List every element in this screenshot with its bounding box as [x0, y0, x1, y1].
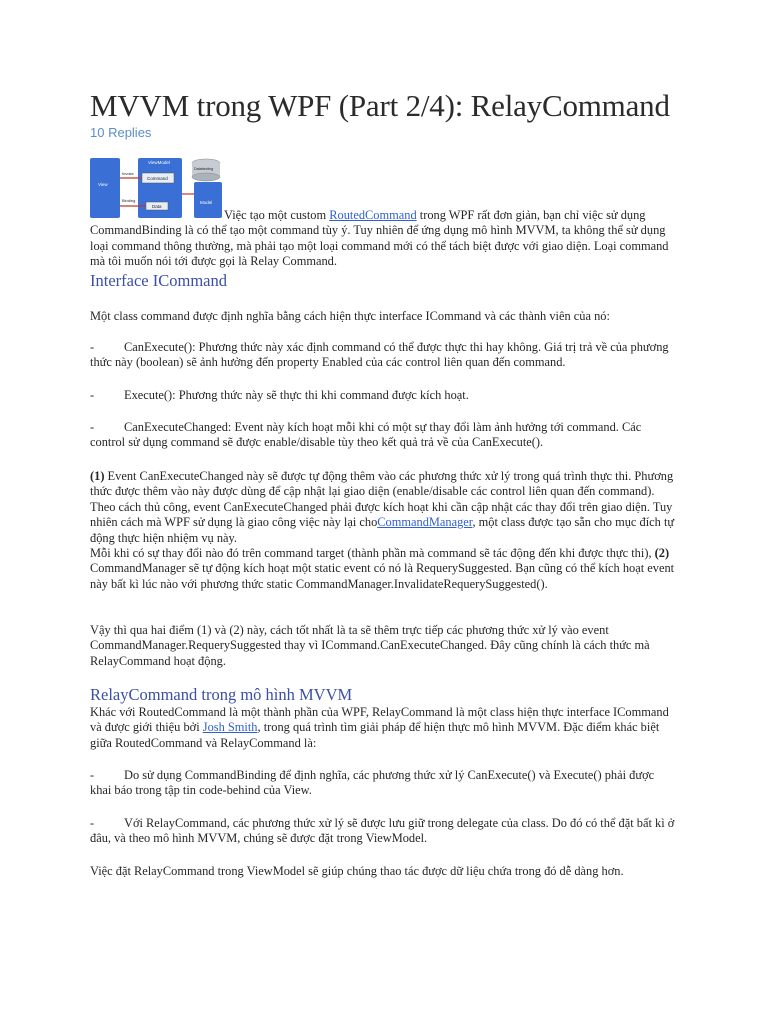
diagram-label-model: Model	[200, 200, 213, 205]
intro-paragraph	[90, 208, 678, 270]
note-text-4: Mỗi khi có sự thay đổi nào đó trên command target (thành phần mà command sẽ tác động đến khi được thực thi),	[90, 546, 655, 561]
bullet-canexecute	[90, 340, 678, 371]
note-paragraph	[90, 469, 678, 592]
bullet-dash: -	[90, 816, 95, 830]
page-title: MVVM trong WPF (Part 2/4): RelayCommand	[90, 88, 670, 123]
note-marker-1: (1)	[90, 469, 105, 483]
note-text-5: CommandManager sẽ tự động kích hoạt một static event có nó là RequerySuggested. Bạn cũng có thể kích hoạt event này bất kì lúc nào với phương thức static CommandManager.InvalidateRequerySuggested().	[90, 561, 675, 591]
bullet-execute	[90, 388, 678, 403]
josh-smith-link[interactable]: Josh Smith	[202, 720, 258, 735]
bullet-text: CanExecuteChanged: Event này kích hoạt mỗi khi có một sự thay đổi làm ảnh hưởng tới command. Các control sử dụng command sẽ được enable/disable tùy theo kết quả trả về của CanExecute().	[90, 420, 642, 450]
bullet-dash: -	[90, 388, 95, 402]
relay-paragraph	[90, 705, 678, 751]
heading-relaycommand: RelayCommand trong mô hình MVVM	[90, 685, 353, 704]
intro-text-2: trong WPF rất đơn giản, bạn chỉ việc sử dụng CommandBinding là có thể tạo một command tùy ý. Tuy nhiên để ứng dụng mô hình MVVM, ta không thể sử dụng loại command thông thường, mà phải tạo một loại command mới có thể tách biệt được với giao diện. Loại command mà tôi muốn nói tới được gọi là Relay Command.	[90, 208, 669, 269]
bullet-canexecutechanged	[90, 420, 678, 451]
note-text-3: , một class được tạo sẵn cho mục đích tự động thực hiện nhiệm vụ này.	[90, 515, 675, 545]
bullet-text: Với RelayCommand, các phương thức xử lý sẽ được lưu giữ trong delegate của class. Do đó có thể đặt bất kì ở đâu, và theo mô hình MVVM, chúng sẽ được đặt trong ViewModel.	[90, 816, 675, 846]
diagram-label-view: View	[98, 182, 108, 187]
diagram-label-command: Command	[147, 176, 168, 181]
diagram-label-databinding: Databinding	[194, 167, 214, 171]
icommand-paragraph: Một class command được định nghĩa bằng cách hiện thực interface ICommand và các thành viên của nó:	[90, 309, 610, 323]
routedcommand-link[interactable]: RoutedCommand	[329, 208, 417, 222]
replies-link[interactable]: 10 Replies	[90, 125, 152, 140]
bullet-dash: -	[90, 420, 95, 434]
diagram-label-viewmodel: ViewModel	[148, 160, 170, 165]
bullet-dash: -	[90, 340, 95, 354]
relay-text-2: , trong quá trình tìm giải pháp để hiện thực mô hình MVVM. Đặc điểm khác biệt giữa RoutedCommand và RelayCommand là:	[90, 720, 660, 750]
bullet-text: Do sử dụng CommandBinding để định nghĩa, các phương thức xử lý CanExecute() và Execute() phải được khai báo trong tập tin code-behind của View.	[90, 768, 655, 798]
bullet-dash: -	[90, 768, 95, 782]
note-text-2: Theo cách thủ công, event CanExecuteChanged phải được kích hoạt khi cần cập nhật các thay đổi trên giao diện. Tuy nhiên cách mà WPF sử dụng là giao công việc này lại cho	[90, 499, 673, 530]
diagram-database-bottom	[192, 173, 220, 181]
heading-interface-icommand: Interface ICommand	[90, 271, 227, 290]
diagram-label-binding: Binding	[122, 198, 136, 203]
final-paragraph: Việc đặt RelayCommand trong ViewModel sẽ giúp chúng thao tác được dữ liệu chứa trong đó dễ dàng hơn.	[90, 864, 624, 878]
note-text-1: Event CanExecuteChanged này sẽ được tự động thêm vào các phương thức xử lý trong quá trình thực thi. Phương thức được thêm vào này được dùng để cập nhật lại giao diện (enable/disable các control liên quan đến command).	[90, 469, 674, 499]
relay-text-1: Khác với RoutedCommand là một thành phần của WPF, RelayCommand là một class hiện thực interface ICommand và được giới thiệu bởi	[90, 705, 669, 735]
intro-text-1: Việc tạo một custom	[224, 208, 330, 222]
bullet-relaycommand	[90, 816, 678, 847]
bullet-text: CanExecute(): Phương thức này xác định command có thể được thực thi hay không. Giá trị trả về của phương thức này (boolean) sẽ ảnh hưởng đến property Enabled của các control liên quan đến command.	[90, 340, 669, 370]
commandmanager-link[interactable]: CommandManager	[377, 515, 473, 530]
summary-paragraph: Vậy thì qua hai điểm (1) và (2) này, cách tốt nhất là ta sẽ thêm trực tiếp các phương thức xử lý vào event CommandManager.RequerySuggested thay vì ICommand.CanExecuteChanged. Đây cũng chính là cách thức mà RelayCommand hoạt động.	[90, 623, 650, 668]
bullet-text: Execute(): Phương thức này sẽ thực thi khi command được kích hoạt.	[124, 388, 469, 402]
bullet-commandbinding	[90, 768, 678, 799]
diagram-label-invoke: Invoke	[122, 171, 134, 176]
diagram-label-data: Data	[152, 204, 162, 209]
note-marker-2: (2)	[654, 546, 670, 561]
